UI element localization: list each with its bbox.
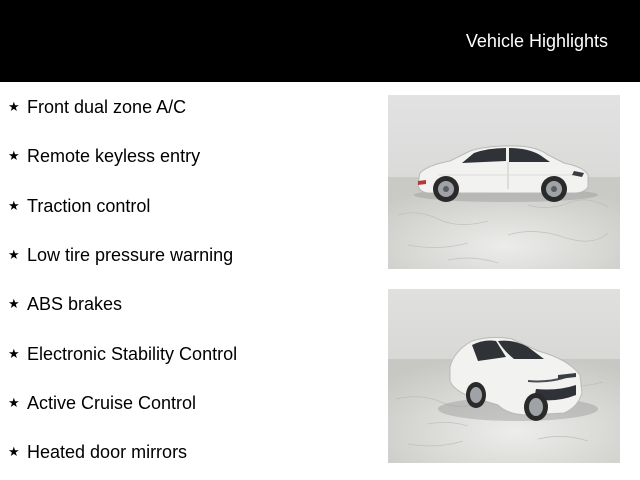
star-icon: ★ (8, 247, 20, 262)
list-item (8, 243, 233, 267)
vehicle-photo-front (388, 289, 620, 463)
list-item (8, 95, 186, 119)
list-item (8, 391, 196, 415)
star-icon: ★ (8, 395, 20, 410)
feature-label: Low tire pressure warning (27, 245, 234, 265)
feature-label: Traction control (27, 196, 151, 216)
star-icon: ★ (8, 444, 20, 459)
feature-label: Remote keyless entry (27, 146, 201, 166)
star-icon: ★ (8, 99, 20, 114)
star-icon: ★ (8, 296, 20, 311)
star-icon: ★ (8, 198, 20, 213)
vehicle-photo-side (388, 95, 620, 269)
star-icon: ★ (8, 148, 20, 163)
feature-label: Front dual zone A/C (27, 97, 187, 117)
feature-label: ABS brakes (27, 294, 123, 314)
feature-label: Electronic Stability Control (27, 344, 238, 364)
list-item (8, 342, 237, 366)
list-item (8, 194, 150, 218)
list-item (8, 144, 200, 168)
feature-label: Heated door mirrors (27, 442, 188, 462)
feature-label: Active Cruise Control (27, 393, 197, 413)
list-item (8, 292, 122, 316)
page-title: Vehicle Highlights (465, 31, 608, 51)
list-item (8, 440, 187, 464)
header-bar (0, 0, 640, 82)
star-icon: ★ (8, 346, 20, 361)
